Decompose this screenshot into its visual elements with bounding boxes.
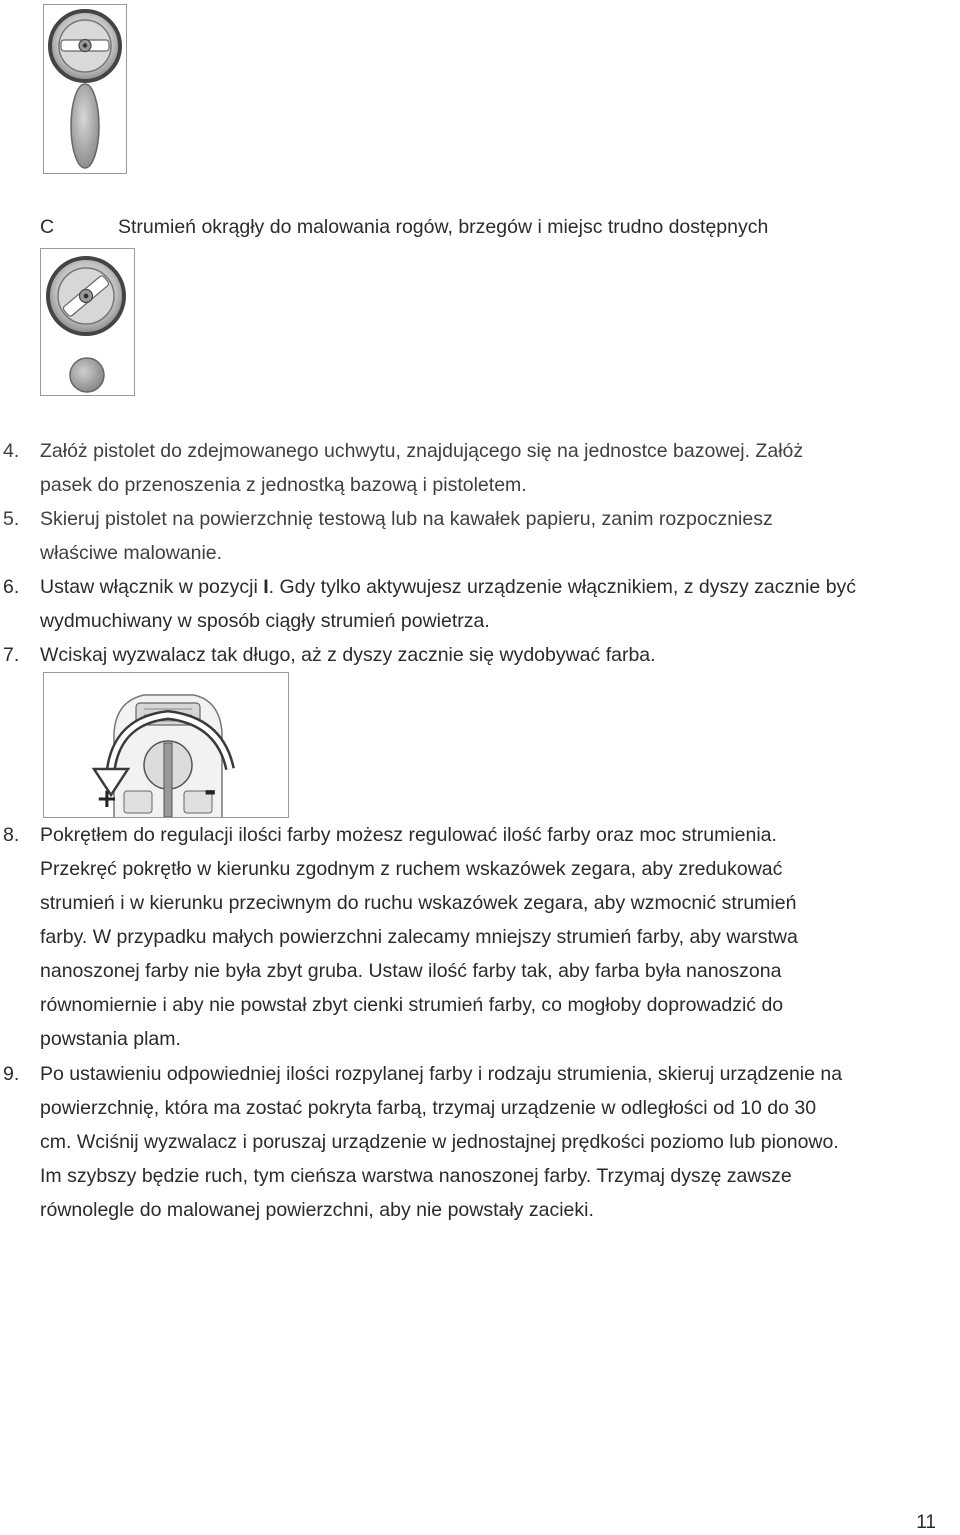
step-text-line: nanoszonej farby nie była zbyt gruba. Ustaw ilość farby tak, aby farba była nanoszona — [40, 960, 782, 982]
step-text-line — [40, 574, 856, 600]
switch-position-label: I — [263, 576, 269, 598]
step-text-segment: Ustaw włącznik w pozycji — [40, 576, 264, 598]
paint-flow-knob-icon — [44, 673, 288, 817]
round-spray-figure — [40, 248, 135, 396]
step-number: 4. — [3, 440, 20, 462]
step-number: 5. — [3, 508, 20, 530]
step-text-line: Wciskaj wyzwalacz tak długo, aż z dyszy zacznie się wydobywać farba. — [40, 644, 656, 666]
step-number: 7. — [3, 644, 20, 666]
section-title: Strumień okrągły do malowania rogów, brzegów i miejsc trudno dostępnych — [118, 216, 769, 238]
round-spray-nozzle-icon — [41, 249, 134, 395]
section-letter: C — [40, 216, 55, 238]
step-text-line: farby. W przypadku małych powierzchni zalecamy mniejszy strumień farby, aby warstwa — [40, 926, 798, 948]
step-text-line: Przekręć pokrętło w kierunku zgodnym z ruchem wskazówek zegara, aby zredukować — [40, 858, 783, 880]
step-number: 9. — [3, 1063, 20, 1085]
step-text-line: Pokrętłem do regulacji ilości farby możesz regulować ilość farby oraz moc strumienia. — [40, 824, 777, 846]
vertical-oval-spray-nozzle-icon — [44, 5, 126, 173]
step-text-line: Skieruj pistolet na powierzchnię testową lub na kawałek papieru, zanim rozpoczniesz — [40, 508, 773, 530]
step-text-line: cm. Wciśnij wyzwalacz i poruszaj urządzenie w jednostajnej prędkości poziomo lub pionowo. — [40, 1131, 839, 1153]
oval-spray-figure — [43, 4, 127, 174]
step-text-line: wydmuchiwany w sposób ciągły strumień powietrza. — [40, 610, 490, 632]
step-text-line: Po ustawieniu odpowiedniej ilości rozpylanej farby i rodzaju strumienia, skieruj urządzenie na — [40, 1063, 843, 1085]
step-text-line: powstania plam. — [40, 1028, 181, 1050]
step-text-line: powierzchnię, która ma zostać pokryta farbą, trzymaj urządzenie w odległości od 10 do 30 — [40, 1097, 817, 1119]
step-text-line: równolegle do malowanej powierzchni, aby nie powstały zacieki. — [40, 1199, 594, 1221]
step-number: 8. — [3, 824, 20, 846]
step-text-line: Im szybszy będzie ruch, tym cieńsza warstwa nanoszonej farby. Trzymaj dyszę zawsze — [40, 1165, 792, 1187]
step-text-line: właściwe malowanie. — [40, 542, 223, 564]
decrease-sign: - — [204, 774, 217, 809]
step-text-line: Załóż pistolet do zdejmowanego uchwytu, znajdującego się na jednostce bazowej. Załóż — [40, 440, 804, 462]
step-number: 6. — [3, 576, 20, 598]
step-text-line: strumień i w kierunku przeciwnym do ruchu wskazówek zegara, aby wzmocnić strumień — [40, 892, 797, 914]
page-number: 11 — [916, 1512, 936, 1533]
step-text-segment: . Gdy tylko aktywujesz urządzenie włącznikiem, z dyszy zacznie być — [268, 576, 857, 598]
step-text-line: pasek do przenoszenia z jednostką bazową i pistoletem. — [40, 474, 527, 496]
flow-knob-figure — [43, 672, 289, 818]
step-text-line: równomiernie i aby nie powstał zbyt cienki strumień farby, co mogłoby doprowadzić do — [40, 994, 784, 1016]
increase-sign: + — [96, 784, 118, 814]
